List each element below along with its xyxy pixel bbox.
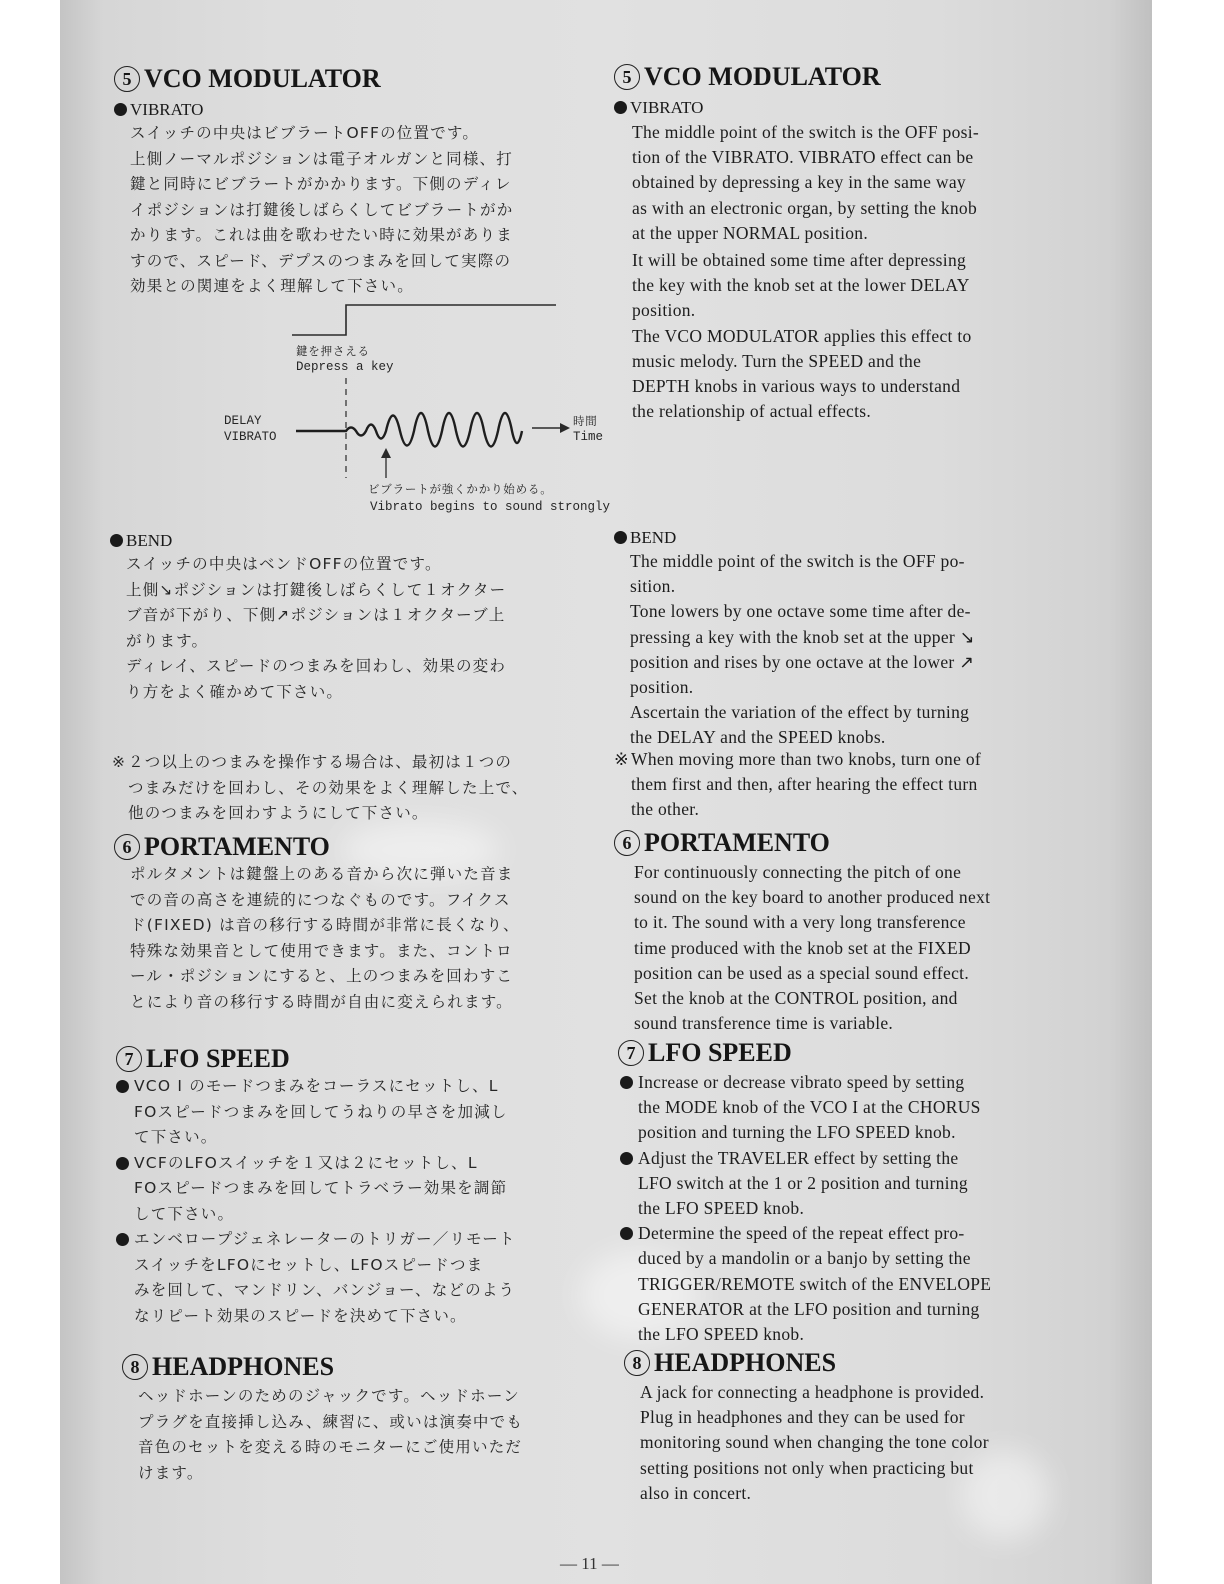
section-number-badge: 7 — [116, 1046, 142, 1072]
section-number-badge: 5 — [614, 64, 640, 90]
en-vibrato-text-1: The middle point of the switch is the OFF posi- tion of the VIBRATO. VIBRATO effect can be obtained by depressing a key in the same way as with an electronic organ, by setting the knob at the upper NORMAL position. — [632, 122, 980, 243]
en-headphones-title: HEADPHONES — [654, 1348, 837, 1377]
section-number-badge: 6 — [114, 834, 140, 860]
jp-lfo-item-text: VCFのLFOスイッチを１又は２にセットし、L FOスピードつまみを回してトラベラー効果を調節 して下さい。 — [134, 1153, 508, 1223]
en-portamento-heading-block — [614, 828, 830, 858]
onset-arrow-head — [381, 448, 391, 458]
jp-headphones-heading-block — [122, 1352, 334, 1382]
en-portamento-title: PORTAMENTO — [644, 828, 830, 857]
en-vibrato-text-2: It will be obtained some time after depressing the key with the knob set at the lower DELAY position. The VCO MODULATOR applies this effect to music melody. Turn the SPEED and the DEPTH knobs in various ways to understand the relationship of actual effects. — [632, 250, 972, 422]
en-note-text: When moving more than two knobs, turn one of them first and then, after hearing the effect turn the other. — [631, 749, 982, 820]
en-lfo-heading-block — [618, 1038, 792, 1068]
bullet-icon — [114, 103, 127, 116]
en-headphones-heading-block — [624, 1348, 836, 1378]
en-vco-heading-block — [614, 62, 881, 92]
jp-lfo-heading-block — [116, 1044, 290, 1074]
en-portamento-text: For continuously connecting the pitch of one sound on the key board to another produced next to it. The sound with a very long transference time produced with the knob set at the FIXED position can be used as a special sound effect. Set the knob at the CONTROL position, and sound transference time is variable. — [634, 862, 991, 1034]
en-vco-title: VCO MODULATOR — [644, 62, 881, 91]
en-lfo-item-text: Adjust the TRAVELER effect by setting the LFO switch at the 1 or 2 position and turning the LFO SPEED knob. — [638, 1147, 968, 1219]
en-bend-label-text: BEND — [630, 528, 677, 547]
bullet-icon — [620, 1076, 633, 1089]
jp-portamento-text: ポルタメントは鍵盤上のある音から次に弾いた音ま での音の高さを連続的につなぐものです。フイクス ド(FIXED) は音の移行する時間が非常に長くなり、 特殊な効果音として使用できます。また、コントロ ール・ポジションにすると、上のつまみを回わすこ とにより音の移行する時間が自由に変えられます。 — [130, 865, 520, 1011]
jp-lfo-title: LFO SPEED — [146, 1044, 290, 1073]
time-label-jp: 時間 — [573, 414, 598, 428]
en-portamento-heading — [614, 828, 830, 858]
list-item — [620, 1221, 1066, 1347]
en-headphones-text: A jack for connecting a headphone is provided. Plug in headphones and they can be used for monitoring sound when changing the tone color setting positions not only when practicing but also in concert. — [640, 1382, 989, 1503]
section-number-badge: 5 — [114, 66, 140, 92]
depress-label-en: Depress a key — [296, 360, 394, 374]
jp-lfo-list — [116, 1074, 566, 1329]
vibrato-begins-en: Vibrato begins to sound strongly — [370, 500, 611, 514]
section-number-badge: 6 — [614, 830, 640, 856]
en-vibrato-label — [614, 97, 703, 119]
en-lfo-item-text: Increase or decrease vibrato speed by setting the MODE knob of the VCO I at the CHORUS position and turning the LFO SPEED knob. — [638, 1072, 981, 1143]
list-item — [116, 1151, 566, 1228]
page-number: — 11 — — [560, 1554, 619, 1573]
en-bend-text: The middle point of the switch is the OFF po- sition. Tone lowers by one octave some time after de- pressing a key with the knob set at the upper ↘ position and rises by one octave at the lower ↗ position. Ascertain the variation of the effect by turning the DELAY and the SPEED knobs. — [630, 551, 975, 748]
jp-portamento-heading — [114, 832, 330, 862]
key-gate-line — [292, 305, 556, 335]
jp-vco-title: VCO MODULATOR — [144, 64, 381, 93]
time-arrow-head — [560, 423, 570, 433]
jp-headphones-text: ヘッドホーンのためのジャックです。ヘッドホーン プラグを直接挿し込み、練習に、或いは演奏中でも 音色のセットを変える時のモニターにご使用いただ けます。 — [138, 1387, 524, 1482]
time-label-en: Time — [573, 430, 604, 444]
list-item — [620, 1070, 1066, 1146]
en-lfo-title: LFO SPEED — [648, 1038, 792, 1067]
jp-headphones-heading — [122, 1352, 334, 1382]
en-lfo-heading — [618, 1038, 792, 1068]
depress-label-jp: 鍵を押さえる — [296, 344, 370, 358]
jp-vibrato-label — [114, 99, 203, 121]
jp-vibrato-label-text: VIBRATO — [130, 100, 204, 119]
jp-portamento-title: PORTAMENTO — [144, 832, 330, 861]
jp-vco-heading-block — [114, 64, 381, 94]
bullet-icon — [620, 1227, 633, 1240]
bullet-icon — [116, 1233, 129, 1246]
jp-headphones-title: HEADPHONES — [152, 1352, 335, 1381]
vibrato-label: VIBRATO — [224, 430, 277, 444]
bullet-icon — [614, 101, 627, 114]
jp-portamento-heading-block — [114, 832, 330, 862]
jp-lfo-item-text: VCO I のモードつまみをコーラスにセットし、L FOスピードつまみを回してうねりの早さを加減し て下さい。 — [134, 1077, 508, 1146]
vibrato-wave — [296, 413, 522, 447]
jp-vco-heading — [114, 64, 381, 94]
jp-bend-text: スイッチの中央はベンドOFFの位置です。 上側↘ポジションは打鍵後しばらくして１オクター ブ音が下がり、下側↗ポジションは１オクターブ上 がります。 ディレイ、スピードのつまみを回わし、効果の変わ り方をよく確かめて下さい。 — [126, 555, 507, 701]
jp-note-text: ２つ以上のつまみを操作する場合は、最初は１つの つまみだけを回わし、その効果をよく理解した上で、 他のつまみを回わすようにして下さい。 — [128, 753, 529, 822]
jp-bend-label — [110, 530, 172, 552]
bullet-icon — [110, 534, 123, 547]
delay-vibrato-diagram — [218, 300, 618, 520]
list-item — [116, 1227, 566, 1329]
bullet-icon — [620, 1152, 633, 1165]
bullet-icon — [614, 531, 627, 544]
list-item — [620, 1146, 1066, 1222]
jp-lfo-item-text: エンベロープジェネレーターのトリガー／リモート スイッチをLFOにセットし、LFOスピードつま みを回して、マンドリン、バンジョー、などのよう なリピート効果のスピードを決めて下さい。 — [134, 1230, 516, 1325]
jp-bend-label-text: BEND — [126, 531, 173, 550]
section-number-badge: 7 — [618, 1040, 644, 1066]
bullet-icon — [116, 1080, 129, 1093]
note-mark: ※ — [112, 753, 127, 771]
bullet-icon — [116, 1157, 129, 1170]
en-bend-label — [614, 527, 676, 549]
section-number-badge: 8 — [122, 1354, 148, 1380]
en-vco-heading — [614, 62, 881, 92]
vibrato-begins-jp: ビブラートが強くかかり始める。 — [368, 482, 553, 496]
en-headphones-heading — [624, 1348, 836, 1378]
note-mark: ※ — [614, 749, 629, 769]
en-vibrato-label-text: VIBRATO — [630, 98, 704, 117]
jp-note — [112, 750, 564, 827]
list-item — [116, 1074, 566, 1151]
en-note — [614, 747, 1060, 823]
jp-lfo-heading — [116, 1044, 290, 1074]
delay-label: DELAY — [224, 414, 262, 428]
en-lfo-item-text: Determine the speed of the repeat effect pro- duced by a mandolin or a banjo by setting the TRIGGER/REMOTE switch of the ENVELOPE GENERATOR at the LFO position and turning the LFO SPEED knob. — [638, 1223, 992, 1345]
jp-vibrato-text: スイッチの中央はビブラートOFFの位置です。 上側ノーマルポジションは電子オルガンと同様、打 鍵と同時にビブラートがかかります。下側のディレ イポジションは打鍵後しばらくしてビブラートがか かります。これは曲を歌わせたい時に効果がありま すので、スピード、デプスのつまみを回して実際の 効果との関連をよく理解して下さい。 — [130, 124, 514, 295]
en-lfo-list — [620, 1070, 1066, 1347]
section-number-badge: 8 — [624, 1350, 650, 1376]
